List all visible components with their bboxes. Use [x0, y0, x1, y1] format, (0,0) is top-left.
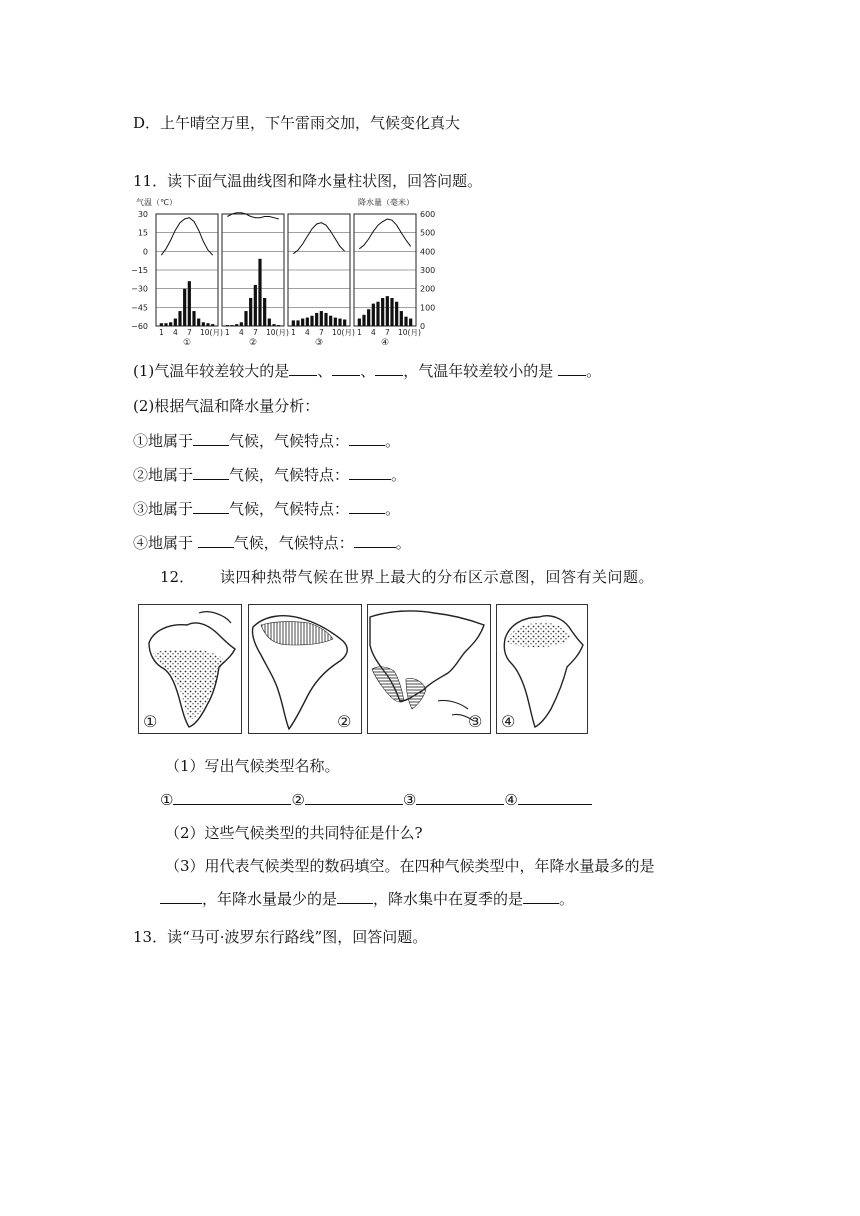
- precip-bar: [306, 318, 309, 326]
- svg-text:④: ④: [501, 712, 516, 731]
- q12-title: 读四种热带气候在世界上最大的分布区示意图，回答有关问题。: [220, 568, 655, 586]
- q11-blank-1[interactable]: [289, 361, 317, 376]
- temp-tick-label: −45: [131, 303, 148, 313]
- precip-tick-label: 300: [420, 266, 436, 275]
- period: 。: [385, 500, 401, 518]
- sub3-text-a: ，年降水量最少的是: [202, 890, 338, 908]
- q12-number: 12．: [160, 568, 195, 586]
- precip-bar: [301, 319, 304, 326]
- precip-tick-label: 0: [420, 322, 426, 331]
- precip-bar: [249, 298, 252, 326]
- precip-bar: [192, 311, 195, 326]
- q11-sub1-text: (1)气温年较差较大的是: [133, 362, 290, 380]
- precip-bar: [160, 323, 163, 326]
- month-tick-label: 10(月): [200, 328, 223, 337]
- month-tick-label: 1: [225, 328, 230, 337]
- precip-bar: [358, 319, 361, 326]
- month-tick-label: 10(月): [398, 328, 421, 337]
- precip-bar: [324, 313, 327, 326]
- q13-title: 13．读“马可·波罗东行路线”图，回答问题。: [133, 928, 428, 946]
- precip-bar: [263, 298, 266, 326]
- precip-bar: [367, 309, 370, 326]
- q11-item-1: [133, 430, 400, 451]
- separator: 、: [360, 362, 376, 380]
- svg-text:②: ②: [337, 712, 352, 731]
- q12-sub2: （2）这些气候类型的共同特征是什么?: [165, 824, 423, 842]
- precip-bar: [386, 296, 389, 326]
- least-precip-blank[interactable]: [337, 889, 373, 904]
- q12-sub1: （1）写出气候类型名称。: [165, 757, 340, 775]
- precip-bar: [390, 298, 393, 326]
- sub3-text-b: ，降水集中在夏季的是: [373, 890, 524, 908]
- month-tick-label: 7: [319, 328, 324, 337]
- q12-names-row: [160, 790, 592, 809]
- item-mid: 气候，气候特点：: [233, 534, 354, 552]
- asia-map-icon: [368, 605, 490, 733]
- precip-bar: [320, 311, 323, 326]
- temp-tick-label: −30: [131, 284, 148, 294]
- climate-blank[interactable]: [198, 533, 234, 548]
- precip-tick-label: 100: [420, 303, 436, 313]
- q11-item-3: [133, 498, 400, 519]
- month-tick-label: 1: [357, 328, 362, 337]
- precip-bar: [315, 313, 318, 326]
- q12-sub3-line2: [160, 888, 574, 909]
- precip-tick-label: 600: [420, 210, 436, 219]
- south-america-map-icon: [249, 605, 361, 733]
- period: 。: [586, 362, 602, 380]
- precip-bar: [211, 324, 214, 326]
- precip-bar: [235, 324, 238, 326]
- chart-panel-label: ②: [248, 338, 258, 348]
- feature-blank[interactable]: [349, 431, 385, 446]
- month-tick-label: 4: [371, 328, 376, 337]
- precip-bar: [230, 325, 233, 326]
- q11-title: 11．读下面气温曲线图和降水量柱状图，回答问题。: [133, 172, 483, 190]
- precip-bar: [164, 323, 167, 326]
- month-tick-label: 10(月): [266, 328, 289, 337]
- temperature-curve: [161, 218, 212, 255]
- temp-tick-label: −15: [131, 266, 148, 275]
- feature-blank[interactable]: [349, 465, 391, 480]
- q11-sub2: (2)根据气温和降水量分析：: [133, 397, 320, 415]
- precip-bar: [272, 324, 275, 326]
- q11-blank-4[interactable]: [558, 361, 586, 376]
- climate-name-blank-4[interactable]: [518, 790, 592, 805]
- precip-bar: [409, 319, 412, 326]
- summer-precip-blank[interactable]: [523, 889, 559, 904]
- precip-bar: [329, 316, 332, 326]
- climate-name-blank-1[interactable]: [173, 790, 291, 805]
- month-tick-label: 1: [159, 328, 164, 337]
- chart-panel-label: ①: [182, 338, 192, 348]
- precip-bar: [202, 322, 205, 326]
- q11-sub1-text-b: ，气温年较差较小的是: [403, 362, 559, 380]
- precip-bar: [362, 315, 365, 326]
- precip-bar: [372, 304, 375, 326]
- month-tick-label: 7: [187, 328, 192, 337]
- feature-blank[interactable]: [354, 533, 396, 548]
- most-precip-blank[interactable]: [160, 889, 202, 904]
- climate-name-blank-3[interactable]: [416, 790, 504, 805]
- precip-bar: [169, 322, 172, 326]
- precip-bar: [258, 259, 261, 326]
- month-tick-label: 7: [253, 328, 258, 337]
- precip-bar: [226, 325, 229, 326]
- separator: 、: [317, 362, 333, 380]
- precip-bar: [400, 311, 403, 326]
- map-asia-tropical-monsoon: [367, 604, 491, 734]
- precip-bar: [343, 319, 346, 326]
- precip-bar: [244, 311, 247, 326]
- name-label-3: ③: [402, 791, 417, 809]
- period: 。: [385, 432, 401, 450]
- period: 。: [391, 466, 407, 484]
- temperature-curve: [359, 219, 410, 249]
- climate-charts: [122, 196, 436, 348]
- precip-tick-label: 200: [420, 284, 436, 294]
- item-pre: ①地属于: [133, 432, 194, 450]
- svg-text:③: ③: [468, 712, 483, 731]
- africa-map-icon: [139, 605, 241, 733]
- climate-blank[interactable]: [193, 431, 229, 446]
- q10-option-d: D．上午晴空万里，下午雷雨交加，气候变化真大: [133, 114, 461, 132]
- name-label-1: ①: [160, 791, 174, 809]
- map-africa-desert: [496, 604, 588, 734]
- name-label-2: ②: [291, 791, 305, 809]
- item-pre: ②地属于: [133, 466, 194, 484]
- precip-bar: [174, 319, 177, 326]
- item-mid: 气候，气候特点：: [229, 466, 350, 484]
- q11-item-4: [133, 532, 411, 553]
- precip-bar: [292, 320, 295, 326]
- month-tick-label: 7: [385, 328, 390, 337]
- precip-bar: [296, 320, 299, 326]
- map-south-america-monsoon: [248, 604, 362, 734]
- month-tick-label: 4: [239, 328, 244, 337]
- chart-panel-label: ③: [314, 338, 324, 348]
- temp-tick-label: 15: [137, 228, 148, 238]
- precip-bar: [183, 289, 186, 326]
- precip-bar: [178, 311, 181, 326]
- item-mid: 气候，气候特点：: [229, 432, 350, 450]
- feature-blank[interactable]: [349, 499, 385, 514]
- svg-text:①: ①: [143, 712, 158, 731]
- item-mid: 气候，气候特点：: [229, 500, 350, 518]
- climate-blank[interactable]: [193, 465, 229, 480]
- precip-bar: [240, 322, 243, 326]
- item-pre: ④地属于: [133, 534, 198, 552]
- month-tick-label: 1: [291, 328, 296, 337]
- climate-blank[interactable]: [193, 499, 229, 514]
- precip-bar: [404, 317, 407, 326]
- q11-blank-3[interactable]: [375, 361, 403, 376]
- precip-bar: [381, 298, 384, 326]
- q12-sub3: （3）用代表气候类型的数码填空。在四种气候类型中，年降水量最多的是: [165, 857, 655, 875]
- precip-bar: [338, 319, 341, 326]
- precip-bar: [268, 319, 271, 326]
- precip-bar: [277, 325, 280, 326]
- temp-tick-label: 30: [137, 210, 148, 219]
- chart-panel-label: ④: [380, 338, 390, 348]
- period: 。: [395, 534, 411, 552]
- q11-sub1: [133, 360, 601, 381]
- precip-bar: [188, 281, 191, 326]
- precip-bar: [334, 318, 337, 326]
- precip-bar: [376, 302, 379, 326]
- precip-bar: [197, 319, 200, 326]
- precip-bar: [254, 285, 257, 326]
- q11-blank-2[interactable]: [332, 361, 360, 376]
- q11-item-2: [133, 464, 406, 485]
- month-tick-label: 4: [173, 328, 178, 337]
- climate-name-blank-2[interactable]: [305, 790, 403, 805]
- precip-bar: [206, 323, 209, 326]
- period: 。: [559, 890, 575, 908]
- map-africa-savanna: [138, 604, 242, 734]
- temp-tick-label: −60: [131, 322, 148, 331]
- item-pre: ③地属于: [133, 500, 194, 518]
- name-label-4: ④: [504, 791, 518, 809]
- month-tick-label: 10(月): [332, 328, 355, 337]
- precip-axis-label: 降水量（毫米）: [358, 198, 414, 207]
- temperature-curve: [293, 223, 344, 254]
- precip-bar: [395, 302, 398, 326]
- temp-axis-label: 气温（℃）: [136, 198, 177, 207]
- precip-tick-label: 500: [420, 228, 436, 238]
- temp-tick-label: 0: [142, 247, 148, 257]
- precip-tick-label: 400: [420, 247, 436, 257]
- africa-desert-map-icon: [497, 605, 587, 733]
- month-tick-label: 4: [305, 328, 310, 337]
- precip-bar: [310, 316, 313, 326]
